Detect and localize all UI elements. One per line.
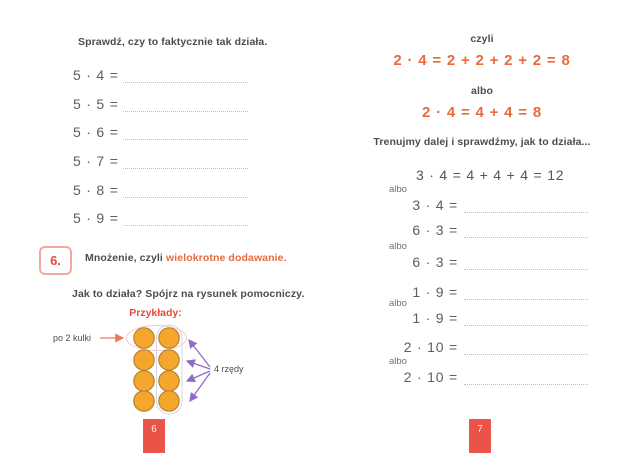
section-title	[85, 252, 287, 264]
albo-small-label: albo	[389, 356, 407, 367]
exercise-row	[400, 197, 588, 213]
answer-line	[464, 199, 588, 213]
exercise-label: 6 · 3 =	[412, 222, 458, 238]
worked-example: 3 · 4 = 4 + 4 + 4 = 12	[416, 167, 565, 183]
exercise-label: 2 · 10 =	[403, 339, 458, 355]
answer-line	[464, 224, 588, 238]
exercise-label: 5 · 4 =	[73, 67, 119, 83]
section-title-highlight: wielokrotne dodawanie.	[165, 252, 287, 264]
answer-line	[123, 126, 248, 140]
trainer-heading: Trenujmy dalej i sprawdźmy, jak to działa...	[373, 136, 591, 148]
exercise-label: 5 · 7 =	[73, 153, 119, 169]
exercise-row	[73, 182, 248, 198]
counter-ball	[134, 350, 154, 370]
albo-small-label: albo	[389, 298, 407, 309]
albo-small-label: albo	[389, 241, 407, 252]
arrow-left-icon	[190, 373, 210, 401]
exercise-label: 3 · 4 =	[412, 197, 458, 213]
alt-equation: 2 · 4 = 4 + 4 = 8	[422, 104, 542, 121]
counter-ball	[159, 350, 179, 370]
sum-equation: 2 · 4 = 2 + 2 + 2 + 2 = 8	[393, 52, 571, 69]
answer-line	[464, 286, 588, 300]
counter-ball	[134, 328, 154, 348]
counter-ball	[134, 391, 154, 411]
balls-per-row-label: po 2 kulki	[53, 333, 92, 343]
exercise-row	[400, 222, 588, 238]
section-title-prefix: Mnożenie, czyli	[85, 252, 163, 264]
exercise-label: 6 · 3 =	[412, 254, 458, 270]
exercise-label: 2 · 10 =	[403, 369, 458, 385]
albo-small-label: albo	[389, 184, 407, 195]
exercise-label: 5 · 6 =	[73, 124, 119, 140]
right-page-number: 7	[469, 419, 491, 453]
exercise-row	[400, 310, 588, 326]
czyli-label: czyli	[470, 33, 494, 45]
exercise-label: 5 · 8 =	[73, 182, 119, 198]
answer-line	[123, 184, 248, 198]
left-page-heading: Sprawdź, czy to faktycznie tak działa.	[78, 36, 268, 48]
answer-line	[123, 69, 248, 83]
left-page-number: 6	[143, 419, 165, 453]
exercise-row	[400, 254, 588, 270]
section-number-badge: 6.	[39, 246, 72, 275]
answer-line	[464, 256, 588, 270]
exercise-row	[400, 369, 588, 385]
rows-arrow-fan	[187, 340, 210, 401]
answer-line	[123, 98, 248, 112]
albo-label: albo	[471, 85, 493, 97]
exercise-row	[400, 339, 588, 355]
answer-line	[123, 155, 248, 169]
answer-line	[464, 371, 588, 385]
exercise-label: 1 · 9 =	[412, 310, 458, 326]
counter-ball	[159, 371, 179, 391]
exercise-row	[73, 153, 248, 169]
exercise-row	[73, 67, 248, 83]
counter-ball	[159, 328, 179, 348]
exercise-row	[73, 210, 248, 226]
exercise-row	[73, 124, 248, 140]
answer-line	[464, 312, 588, 326]
answer-line	[123, 212, 248, 226]
diagram-hint: Jak to działa? Spójrz na rysunek pomocniczy.	[72, 288, 305, 300]
arrow-left-icon	[187, 371, 210, 381]
exercise-label: 5 · 5 =	[73, 96, 119, 112]
exercise-label: 1 · 9 =	[412, 284, 458, 300]
rows-count-label: 4 rzędy	[214, 364, 244, 374]
exercise-label: 5 · 9 =	[73, 210, 119, 226]
counter-ball	[134, 371, 154, 391]
exercise-row	[73, 96, 248, 112]
counter-ball	[159, 391, 179, 411]
answer-line	[464, 341, 588, 355]
exercise-row	[400, 284, 588, 300]
examples-label: Przykłady:	[129, 307, 182, 319]
